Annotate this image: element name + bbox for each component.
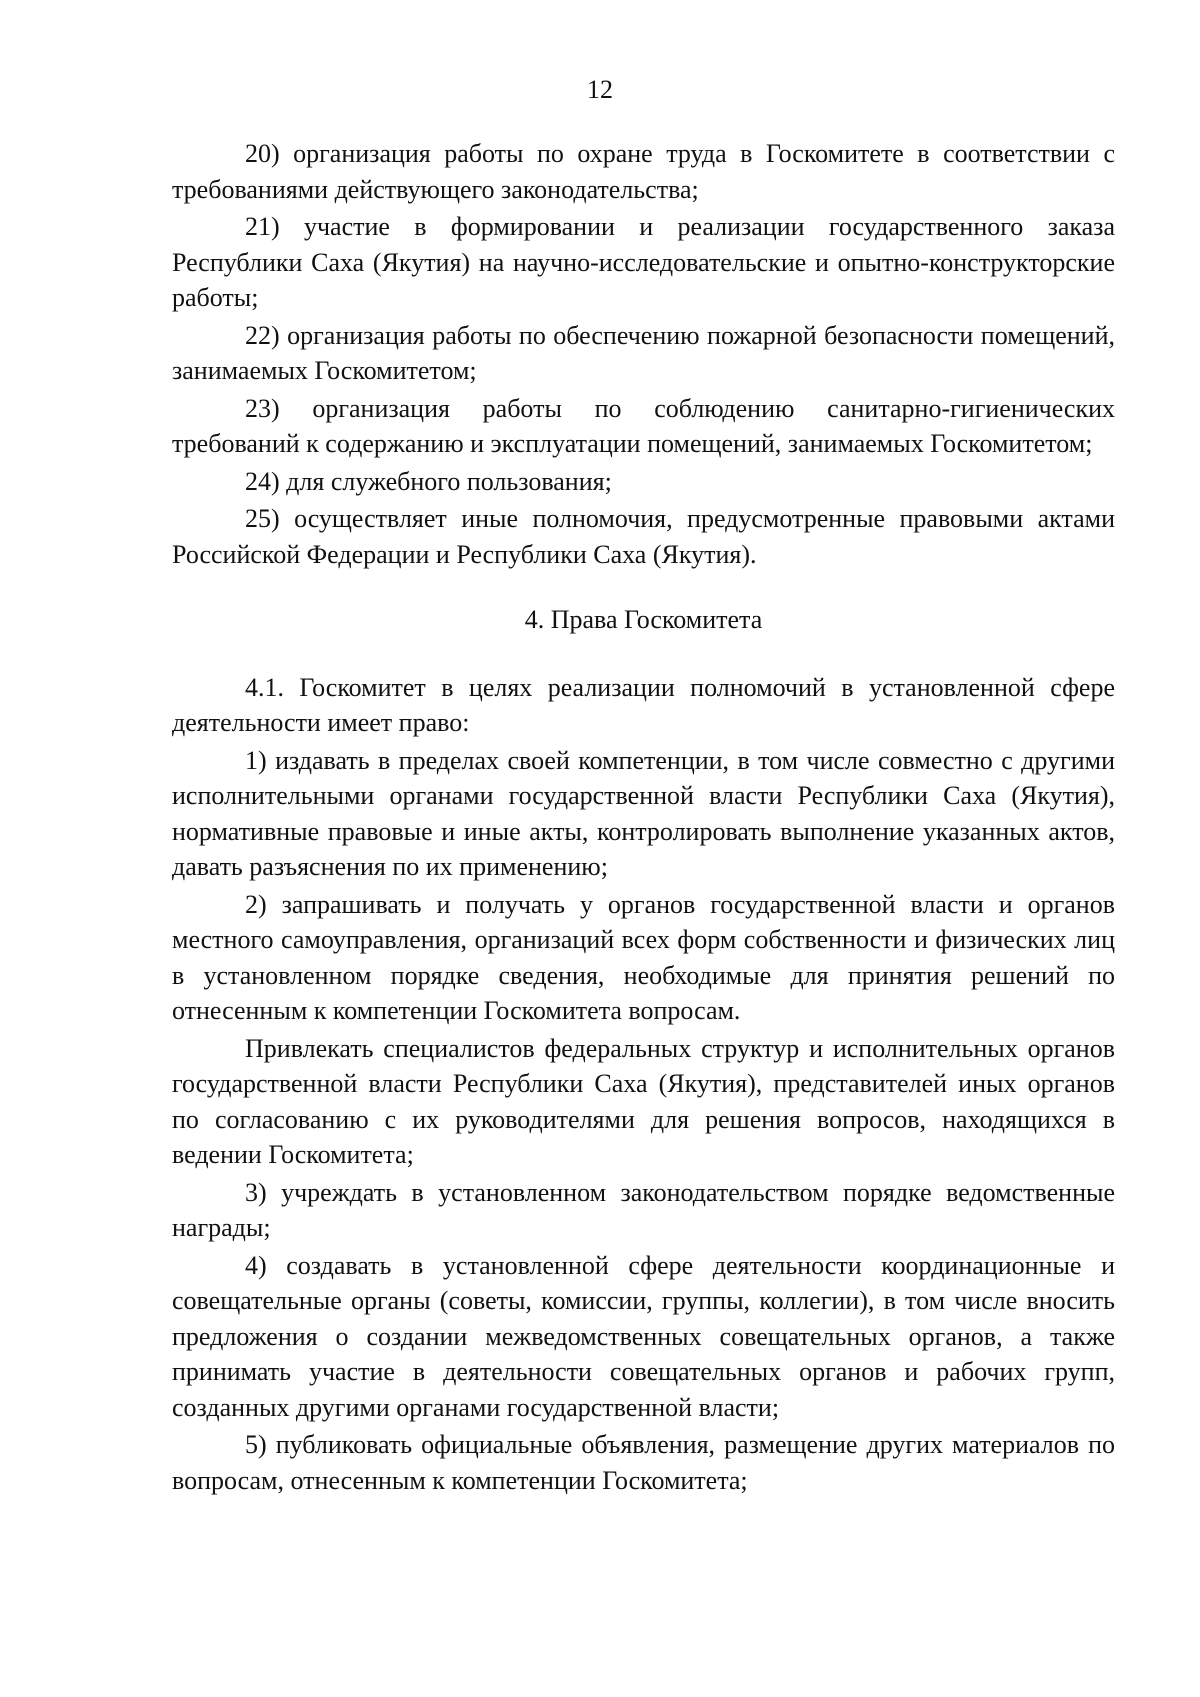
rights-item-2-continuation: Привлекать специалистов федеральных структур и исполнительных органов государственной власти Республики Саха (Якутия), представителей иных органов по согласованию с их руководителями для решения вопросов, находящихся в ведении Госкомитета; <box>172 1033 1115 1169</box>
list-item-22: 22) организация работы по обеспечению пожарной безопасности помещений, занимаемых Госкомитетом; <box>172 320 1115 385</box>
rights-item-4: 4) создавать в установленной сфере деятельности координационные и совещательные органы (советы, комиссии, группы, коллегии), в том числе вносить предложения о создании межведомственных совещательных органов, а также принимать участие в деятельности совещательных органов и рабочих групп, созданных другими органами государственной власти; <box>172 1250 1115 1422</box>
rights-item-3: 3) учреждать в установленном законодательством порядке ведомственные награды; <box>172 1177 1115 1242</box>
document-body <box>172 136 1115 1500</box>
list-item-24: 24) для служебного пользования; <box>245 466 612 496</box>
rights-item-2: 2) запрашивать и получать у органов государственной власти и органов местного самоуправления, организаций всех форм собственности и физических лиц в установленном порядке сведения, необходимые для принятия решений по отнесенным к компетенции Госкомитета вопросам. <box>172 889 1115 1025</box>
rights-item-5: 5) публиковать официальные объявления, размещение других материалов по вопросам, отнесенным к компетенции Госкомитета; <box>172 1430 1115 1495</box>
section-heading: 4. Права Госкомитета <box>524 605 763 634</box>
list-item-23: 23) организация работы по соблюдению санитарно-гигиенических требований к содержанию и эксплуатации помещений, занимаемых Госкомитетом; <box>172 393 1115 458</box>
list-item-21: 21) участие в формировании и реализации государственного заказа Республики Саха (Якутия) на научно-исследовательские и опытно-конструкторские работы; <box>172 212 1115 312</box>
list-item-20: 20) организация работы по охране труда в Госкомитете в соответствии с требованиями действующего законодательства; <box>172 139 1115 204</box>
page-number: 12 <box>587 75 613 104</box>
list-item-25: 25) осуществляет иные полномочия, предусмотренные правовыми актами Российской Федерации и Республики Саха (Якутия). <box>172 504 1115 569</box>
rights-item-1: 1) издавать в пределах своей компетенции, в том числе совместно с другими исполнительными органами государственной власти Республики Саха (Якутия), нормативные правовые и иные акты, контролировать выполнение указанных актов, давать разъяснения по их применению; <box>172 745 1115 881</box>
clause-4-1: 4.1. Госкомитет в целях реализации полномочий в установленной сфере деятельности имеет право: <box>172 672 1115 737</box>
